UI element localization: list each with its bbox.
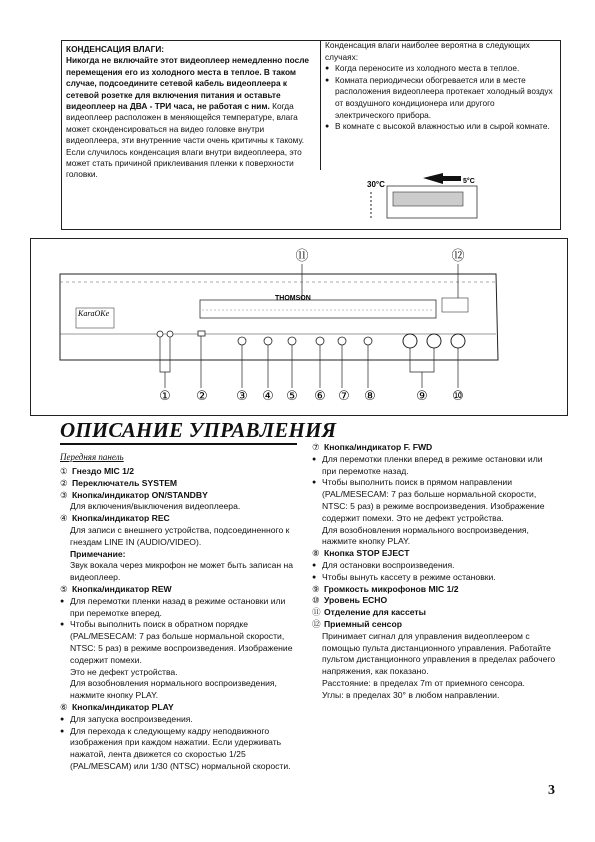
callout-12: ⑫ <box>451 249 465 264</box>
control-heading <box>60 478 298 490</box>
condensation-bullet: ● Комната периодически обогревается или в месте расположения видеоплеера протекает холодный воздух от воздушного кондиционера или другого электрического прибора. <box>325 75 555 121</box>
bullet-item: ● Для перехода к следующему кадру неподвижного изображения при каждом нажатии. Если удерживать нажатой, лента движется со скоростью 1/25 (PAL/MESCAM) или 1/30 (NTSC) нормальной скорости. <box>60 726 298 773</box>
bullet-item: ● Чтобы вынуть кассету в режиме остановки. <box>312 572 556 584</box>
control-number: ⑥ <box>60 701 68 712</box>
control-title: Кнопка/индикатор PLAY <box>72 701 174 712</box>
callout-11: ⑪ <box>295 249 309 264</box>
echo-knob-icon <box>451 334 465 348</box>
control-number: ⑦ <box>312 442 320 452</box>
control-number: ① <box>60 466 68 476</box>
control-number: ③ <box>60 489 68 500</box>
callout-8: ⑧ <box>364 389 376 404</box>
callout-2: ② <box>196 389 208 404</box>
note-label: Примечание: <box>70 548 126 559</box>
control-title: Кнопка STOP EJECT <box>324 548 410 559</box>
rec-button-icon <box>264 337 272 345</box>
description-text: Для возобновления нормального воспроизведения, нажмите кнопку PLAY. <box>70 678 277 701</box>
control-number: ⑨ <box>312 583 320 594</box>
bullet-item: ● Для перемотки пленки назад в режиме остановки или при перемотке вперед. <box>60 596 298 620</box>
rew-button-icon <box>288 337 296 345</box>
control-heading <box>60 466 298 478</box>
condensation-right-intro: Конденсация влаги наиболее вероятна в следующих случаях: <box>325 40 530 62</box>
condensation-title: КОНДЕНСАЦИЯ ВЛАГИ: <box>66 44 165 54</box>
temperature-illustration <box>365 172 485 222</box>
column-right <box>312 442 556 702</box>
control-heading <box>60 584 298 596</box>
column-left <box>60 466 298 773</box>
condensation-bullet: ● В комнате с высокой влажностью или в сырой комнате. <box>325 121 555 133</box>
condensation-right <box>320 40 555 170</box>
control-title: Отделение для кассеты <box>324 607 426 618</box>
control-heading <box>312 619 556 631</box>
condensation-bullet: ● Когда переносите из холодного места в теплое. <box>325 63 555 75</box>
standby-button-icon <box>238 337 246 345</box>
control-heading <box>60 702 298 714</box>
mic-jack-icon <box>167 331 173 337</box>
callout-10: ⑩ <box>452 389 464 404</box>
system-switch-icon <box>198 331 205 336</box>
control-heading <box>312 607 556 619</box>
mic-volume-knob-icon <box>403 334 417 348</box>
page-number: 3 <box>548 783 555 798</box>
description-text: Для возобновления нормального воспроизведения, нажмите кнопку PLAY. <box>322 524 529 547</box>
callout-4: ④ <box>262 389 274 404</box>
control-title: Кнопка/индикатор ON/STANDBY <box>72 489 208 500</box>
bullet-item: ● Для остановки воспроизведения. <box>312 560 556 572</box>
control-number: ⑫ <box>312 618 321 629</box>
control-heading <box>312 595 556 607</box>
panel-brand: THOMSON <box>275 295 311 302</box>
description-text: Звук вокала через микрофон не может быть записан на видеоплеер. <box>70 560 294 583</box>
condensation-warning: Никогда не включайте этот видеоплеер немедленно после перемещения его из холодного места в теплое. В таком случае, подсоедините сетевой кабель видеоплеера к сетевой розетке для включения питания и оставьте видеоплеер на ДВА - ТРИ часа, не работая с ним. <box>66 55 310 112</box>
bullet-item: ● Чтобы выполнить поиск в прямом направлении (PAL/MESECAM: 7 раз больше нормальной скорости, NTSC: 5 раз) в режиме воспроизведения. Изображение содержит помехи. Это не дефект устройства. <box>312 477 556 524</box>
play-button-icon <box>316 337 324 345</box>
description-text: Принимает сигнал для управления видеоплеером с помощью пульта дистанционного управления. Работайте пультом дистанционного управления в пределах рабочего напряжения, как показано. <box>322 630 556 677</box>
callout-3: ③ <box>236 389 248 404</box>
control-heading <box>60 490 298 502</box>
control-number: ② <box>60 477 68 488</box>
description-text: Это не дефект устройства. <box>70 666 178 677</box>
control-title: Гнездо MIC 1/2 <box>72 466 135 476</box>
callout-6: ⑥ <box>314 389 326 404</box>
therm-label-warm: 30°C <box>367 180 385 189</box>
mic-jack-icon <box>157 331 163 337</box>
front-panel-diagram <box>30 238 568 416</box>
control-title: Кнопка/индикатор REW <box>72 583 172 594</box>
control-heading <box>312 584 556 596</box>
subsection-title: Передняя панель <box>60 452 124 462</box>
description-text: Углы: в пределах 30° в любом направлении. <box>322 689 500 700</box>
control-title: Приемный сенсор <box>324 618 402 629</box>
stop-eject-button-icon <box>364 337 372 345</box>
control-number: ⑩ <box>312 595 320 606</box>
control-title: Переключатель SYSTEM <box>72 477 178 488</box>
control-title: Кнопка/индикатор F. FWD <box>324 442 433 452</box>
description-text: Для записи с внешнего устройства, подсоединенного к гнездам LINE IN (AUDIO/VIDEO). <box>70 524 290 547</box>
description-text: Расстояние: в пределах 7m от приемного сенсора. <box>322 677 525 688</box>
bullet-item: ● Чтобы выполнить поиск в обратном порядке (PAL/MESECAM: 7 раз больше нормальной скорости, NTSC: 5 раз) в режиме воспроизведения. Изображение содержит помехи. <box>60 619 298 666</box>
control-title: Громкость микрофонов MIC 1/2 <box>324 583 459 594</box>
bullet-item: ● Для перемотки пленки вперед в режиме остановки или при перемотке назад. <box>312 454 556 478</box>
control-heading <box>60 513 298 525</box>
control-number: ⑪ <box>312 607 321 618</box>
control-title: Уровень ECHO <box>324 595 388 606</box>
title-rule <box>60 443 297 445</box>
ffwd-button-icon <box>338 337 346 345</box>
callout-5: ⑤ <box>286 389 298 404</box>
condensation-left <box>66 44 310 181</box>
bullet-item: ● Для запуска воспроизведения. <box>60 714 298 726</box>
condensation-text: Когда видеоплеер расположен в меняющейся температуре, влага может сконденсироваться на видео головке внутри видеоплеера, эти внутренние части очень критичны к такому. Если случилось конденсация влаги внутри видеоплеера, это может стать причиной приклеивания пленки к поверхности головки. <box>66 101 305 180</box>
control-number: ⑤ <box>60 583 68 594</box>
control-title: Кнопка/индикатор REC <box>72 513 170 524</box>
control-number: ⑧ <box>312 548 320 559</box>
callout-1: ① <box>159 389 171 404</box>
control-heading <box>312 548 556 560</box>
callout-7: ⑦ <box>338 389 350 404</box>
section-title: ОПИСАНИЕ УПРАВЛЕНИЯ <box>60 418 337 442</box>
mic-volume-knob-icon <box>427 334 441 348</box>
description-text: Для включения/выключения видеоплеера. <box>70 501 241 512</box>
therm-label-cold: 5°C <box>463 178 475 185</box>
callout-9: ⑨ <box>416 389 428 404</box>
control-number: ④ <box>60 513 68 524</box>
control-heading <box>312 442 556 454</box>
panel-karaoke-logo: KaraOKe <box>78 309 110 318</box>
remote-sensor-icon <box>442 298 468 312</box>
